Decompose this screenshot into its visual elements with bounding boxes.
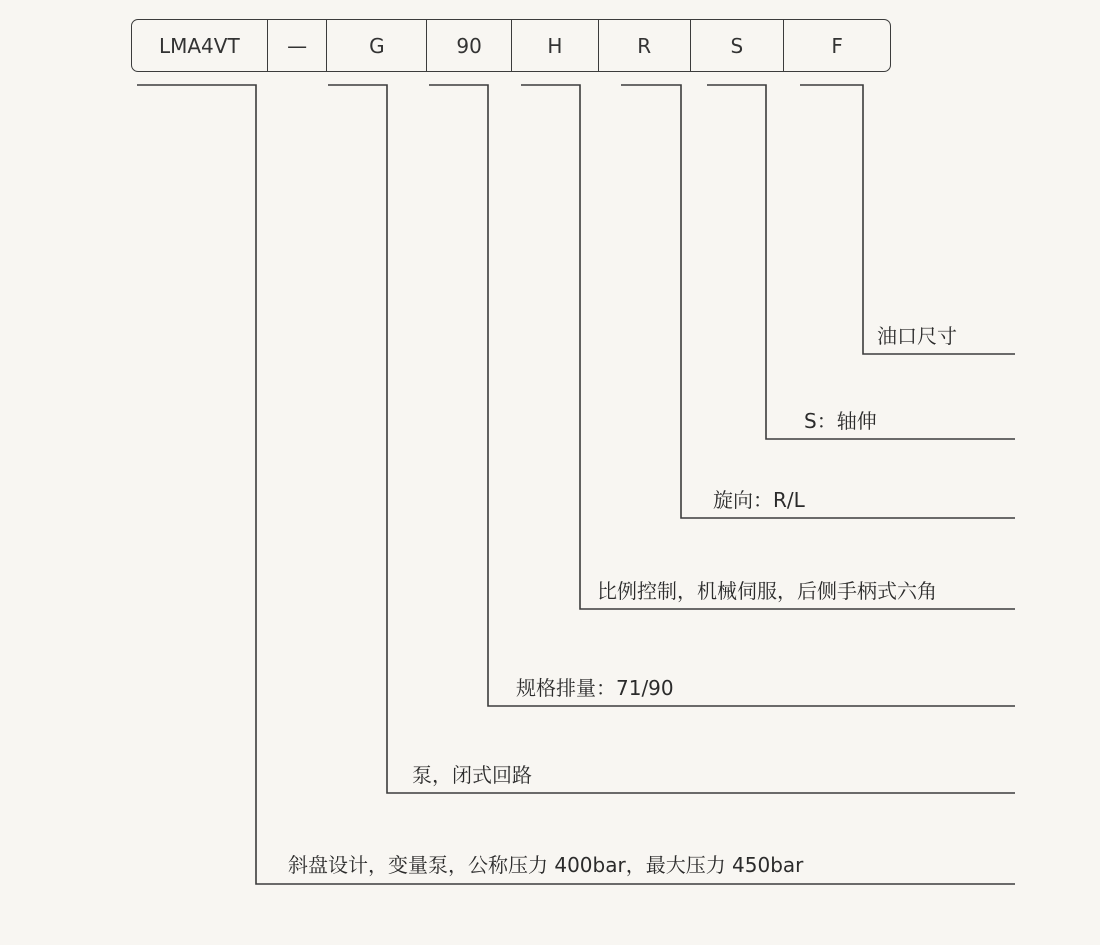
code-segment-displacement: 90 (427, 20, 512, 71)
code-segment-port-size: F (831, 33, 843, 58)
label-rotation: 旋向：R/L (713, 488, 805, 512)
label-port-size: 油口尺寸 (877, 324, 957, 348)
label-shaft: S：轴伸 (804, 409, 877, 433)
label-displacement: 规格排量：71/90 (516, 676, 674, 700)
label-pump-type: 泵，闭式回路 (412, 763, 532, 787)
code-segment-pump-type: G (327, 20, 427, 71)
code-segment-rotation: R (599, 20, 691, 71)
code-segment-control: H (512, 20, 599, 71)
label-design: 斜盘设计，变量泵，公称压力 400bar，最大压力 450bar (288, 853, 804, 877)
connector-rotation (621, 85, 1015, 518)
code-segment-shaft: S (691, 20, 785, 71)
connector-displacement (429, 85, 1015, 706)
code-segment-series: LMA4VT (132, 20, 268, 71)
code-segment-dash: — (268, 20, 328, 71)
connector-design (137, 85, 1015, 884)
label-control: 比例控制，机械伺服，后侧手柄式六角 (597, 579, 937, 603)
connector-port-size (800, 85, 1015, 354)
connector-shaft (707, 85, 1015, 439)
